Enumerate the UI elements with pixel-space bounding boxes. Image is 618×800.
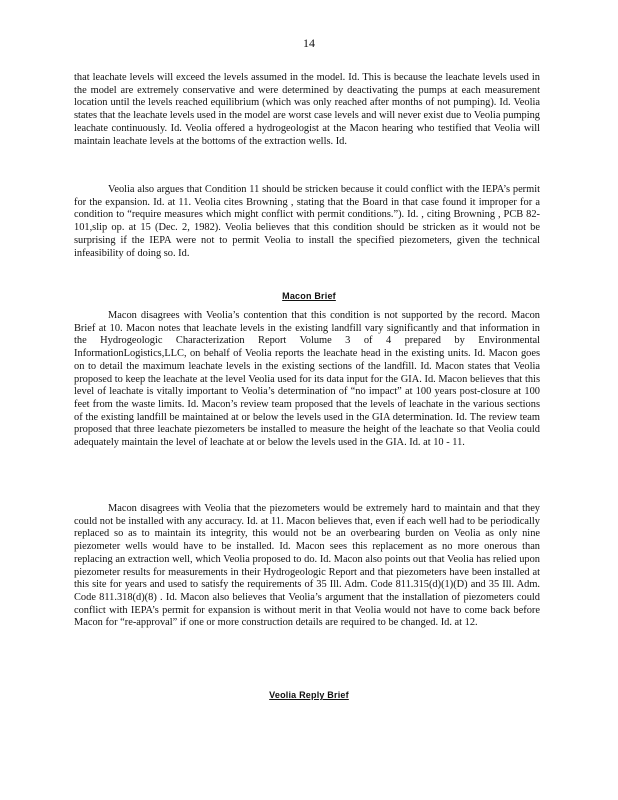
paragraph-2: Veolia also argues that Condition 11 should be stricken because it could conflict with the IEPA’s permit for the expansion. Id. at 11. Veolia cites Browning , stating that the Board in that case found it improper for a condition to “require measures which might conflict with permit conditions.”). Id. , citing Browning , PCB 82-101,slip op. at 15 (Dec. 2, 1982). Veolia believes that this condition should be stricken as it would not be surprising if the IEPA were not to permit Veolia to install the specified piezometers, given the technical infeasibility of doing so. Id. [74, 184, 540, 259]
section-heading-macon-brief [0, 286, 618, 304]
paragraph-4: Macon disagrees with Veolia that the piezometers would be extremely hard to maintain and that they could not be installed with any accuracy. Id. at 11. Macon believes that, even if each well had to be periodically replaced so as to maintain its integrity, this would not be an overbearing burden on Veolia as only nine piezometer wells would have to be installed. Id. Macon sees this replacement as no more onerous than replacing an extraction well, which Veolia proposed to do. Id. Macon also points out that Veolia has relied upon piezometer results for measurements in their Hydrogeologic Report and that piezometers have been installed at this site for years and used to satisfy the requirements of 35 Ill. Adm. Code 811.315(d)(1)(D) and 35 Ill. Adm. Code 811.318(d)(8) . Id. Macon also believes that Veolia’s argument that the installation of piezometers could conflict with IEPA’s permit for expansion is without merit in that Veolia would not have to come back before Macon for “re-approval” if one or more construction details are required to be changed. Id. at 12. [74, 503, 540, 629]
heading-text: Veolia Reply Brief [269, 690, 349, 700]
paragraph-3: Macon disagrees with Veolia’s contention that this condition is not supported by the record. Macon Brief at 10. Macon notes that leachate levels in the existing landfill vary significantly and that information in the Hydrogeologic Characterization Report Volume 3 of 4 prepared by Environmental InformationLogistics,LLC, on behalf of Veolia reports the leachate head in the existing units. Id. Macon goes on to detail the maximum leachate levels in the existing sections of the landfill. Id. Macon states that Veolia proposed to keep the leachate at the level Veolia used for its data input for the GIA. Id. Macon believes that this level of leachate is vitally important to Veolia’s determination of “no impact” at 100 years post-closure at 100 feet from the waste limits. Id. Macon’s review team proposed that the levels of leachate in the various sections of the existing landfill be maintained at or below the levels used in the GIA determination. Id. The review team proposed that three leachate piezometers be installed to measure the height of the leachate so that Veolia could adequately maintain the level of leachate at or below the levels used in the GIA. Id. at 10 - 11. [74, 310, 540, 449]
page-number: 14 [303, 36, 315, 50]
heading-text: Macon Brief [282, 291, 336, 301]
paragraph-1: that leachate levels will exceed the levels assumed in the model. Id. This is because the leachate levels used in the model are extremely conservative and were determined by deactivating the pumps at each measurement location until the levels reached equilibrium (which was only reached after months of not pumping). Id. Veolia states that the leachate levels used in the model are worst case levels and will never exist due to Veolia pumping leachate continuously. Id. Veolia offered a hydrogeologist at the Macon hearing who testified that Veolia will maintain leachate levels at the bottoms of the extraction wells. Id. [74, 72, 540, 147]
section-heading-veolia-reply-brief [0, 685, 618, 703]
